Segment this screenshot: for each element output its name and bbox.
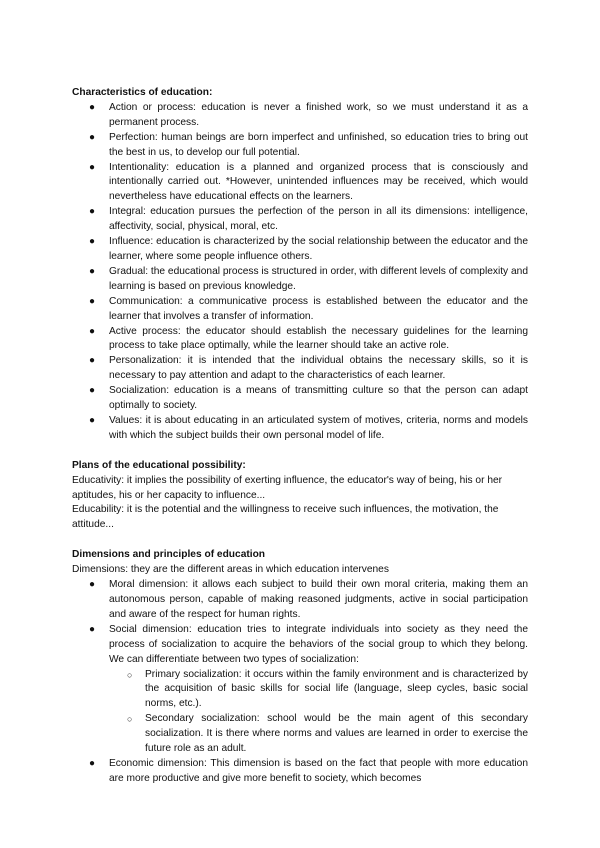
bullet-icon: ● [89,355,96,367]
list-item: ● Active process: the educator should establish the necessary guidelines for the learning process to take place optimally, while the learner should take an active role. [89,325,528,352]
list-item: ● Influence: education is characterized by the social relationship between the educator and the learner, where some people influence others. [89,236,528,262]
sub-list-item: ○ Secondary socialization: school would be the main agent of this secondary socialization. It is there where norms and values are learned in order to exercise the future role as an adult. [127,713,528,755]
section-title-plans: Plans of the educational possibility: [72,459,246,471]
list-item: ● Values: it is about educating in an articulated system of motives, criteria, norms and models with which the subject builds their own personal model of life. [89,414,528,441]
paragraph-educativity: Educativity: it implies the possibility of exerting influence, the educator's way of being, his or her aptitudes, his or her capacity to influence... [72,474,503,501]
bullet-icon: ● [89,579,96,591]
section-title-dimensions: Dimensions and principles of education [72,549,266,561]
list-item-social: ● Social dimension: education tries to integrate individuals into society as they need the process of socialization to acquire the behaviors of the social group to which they belong. We can differentiate between two types of socialization: ○ Primary socialization: it occurs within the family environment and is characterized by the acquisition of basic skills for social life (language, sleep cycles, basic social norms, etc.). ○ Secondary socialization: school would be the main agent of this secondary socialization. It is there where norms and values are learned in order to exercise the future role as an adult. [109,623,528,757]
bullet-icon: ● [89,236,96,248]
socialization-sublist [109,668,528,757]
bullet-icon: ● [89,623,96,635]
characteristics-list [72,101,528,444]
bullet-icon: ● [89,131,96,143]
list-item-moral: ● Moral dimension: it allows each subject to build their own moral criteria, making them an autonomous person, capable of making reasoned judgments, active in social participation and aware of the respect for human rights. [89,579,528,620]
list-item: ● Socialization: education is a means of transmitting culture so that the person can adapt optimally to society. [89,385,528,412]
list-item: ● Personalization: it is intended that the individual obtains the necessary skills, so it is necessary to pay attention and adapt to the characteristics of each learner. [89,355,528,382]
hollow-bullet-icon: ○ [127,669,133,680]
bullet-icon: ● [89,265,96,277]
bullet-icon: ● [89,757,96,769]
list-item: ● Intentionality: education is a planned and organized process that is consciously and intentionally carried out. *However, unintended influences may be received, which would nevertheless have educational effects on the learners. [89,161,528,203]
list-item: ● Perfection: human beings are born imperfect and unfinished, so education tries to bring out the best in us, to develop our full potential. [89,131,528,158]
list-item: ● Integral: education pursues the perfection of the person in all its dimensions: intelligence, affectivity, social, physical, moral, etc. [89,206,528,233]
bullet-icon: ● [89,206,96,218]
bullet-icon: ● [89,161,96,173]
bullet-icon: ● [89,414,96,426]
bullet-icon: ● [89,101,96,113]
sub-list-item: ○ Primary socialization: it occurs within the family environment and is characterized by the acquisition of basic skills for social life (language, sleep cycles, basic social norms, etc.). [127,668,528,710]
hollow-bullet-icon: ○ [127,714,133,725]
dimensions-intro: Dimensions: they are the different areas in which education intervenes [72,564,389,576]
list-item: ● Action or process: education is never a finished work, so we must understand it as a permanent process. [89,101,528,128]
bullet-icon: ● [89,385,96,397]
list-item: ● Communication: a communicative process is established between the educator and the learner that involves a transfer of information. [89,295,528,322]
bullet-icon: ● [89,325,96,337]
dimensions-list [72,578,528,787]
paragraph-educability: Educability: it is the potential and the willingness to receive such influences, the motivation, the attitude... [72,504,499,531]
list-item-economic: ● Economic dimension: This dimension is based on the fact that people with more education are more productive and give more benefit to society, which becomes [89,757,528,784]
list-item: ● Gradual: the educational process is structured in order, with different levels of complexity and learning is based on previous knowledge. [89,265,528,292]
bullet-icon: ● [89,295,96,307]
section-title-characteristics: Characteristics of education: [72,87,213,98]
